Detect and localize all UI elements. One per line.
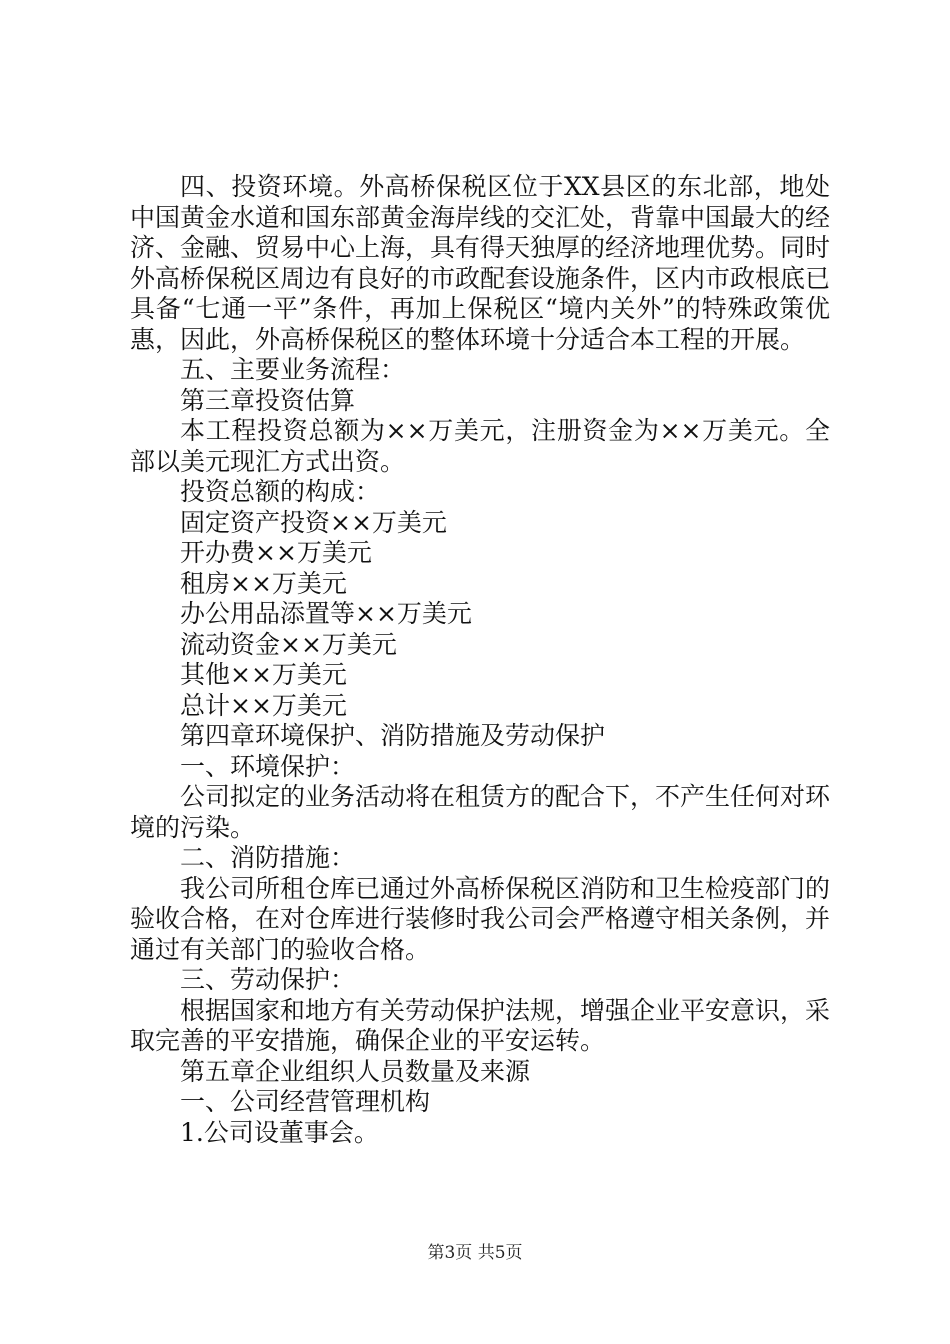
heading-environmental-protection: 一、环境保护： [180, 751, 356, 781]
list-item-rent: 租房××万美元 [180, 568, 347, 598]
paragraph-total-investment: 本工程投资总额为××万美元，注册资金为××万美元。全部以美元现汇方式出资。 [130, 416, 830, 476]
chapter-title-organization-staff: 第五章企业组织人员数量及来源 [180, 1056, 531, 1086]
list-item-board-of-directors: 1.公司设董事会。 [180, 1117, 379, 1147]
list-item-startup-cost: 开办费××万美元 [180, 538, 372, 567]
paragraph-environmental-protection: 公司拟定的业务活动将在租赁方的配合下，不产生任何对环境的污染。 [130, 782, 831, 842]
chapter-title-environment-fire-labor: 第四章环境保护、消防措施及劳动保护 [180, 721, 606, 750]
heading-management-structure: 一、公司经营管理机构 [180, 1087, 431, 1116]
heading-main-business-process: 五、主要业务流程： [180, 355, 406, 384]
chapter-title-investment-estimate: 第三章投资估算 [180, 385, 356, 415]
list-item-fixed-assets: 固定资产投资××万美元 [180, 507, 447, 537]
paragraph-fire-measures: 我公司所租仓库已通过外高桥保税区消防和卫生检疫部门的验收合格，在对仓库进行装修时我公司会严格遵守相关条例，并通过有关部门的验收合格。 [130, 873, 831, 964]
document-body [130, 172, 830, 1148]
list-item-total: 总计××万美元 [180, 690, 347, 720]
paragraph-labor-protection: 根据国家和地方有关劳动保护法规，增强企业平安意识，采取完善的平安措施，确保企业的平安运转。 [130, 995, 831, 1055]
list-item-working-capital: 流动资金××万美元 [180, 629, 397, 659]
page-number-footer: 第3页 共5页 [427, 1243, 523, 1263]
paragraph-investment-environment: 四、投资环境。外高桥保税区位于XX县区的东北部，地处中国黄金水道和国东部黄金海岸线的交汇处，背靠中国最大的经济、金融、贸易中心上海，具有得天独厚的经济地理优势。同时外高桥保税区周边有良好的市政配套设施条件，区内市政根底已具备“七通一平”条件，再加上保税区“境内关外”的特殊政策优惠，因此，外高桥保税区的整体环境十分适合本工程的开展。 [130, 172, 831, 354]
list-item-other: 其他××万美元 [180, 660, 347, 689]
heading-labor-protection: 三、劳动保护： [180, 965, 356, 994]
list-item-office-supplies: 办公用品添置等××万美元 [180, 599, 472, 628]
heading-investment-composition: 投资总额的构成： [180, 477, 381, 506]
heading-fire-measures: 二、消防措施： [180, 843, 356, 872]
